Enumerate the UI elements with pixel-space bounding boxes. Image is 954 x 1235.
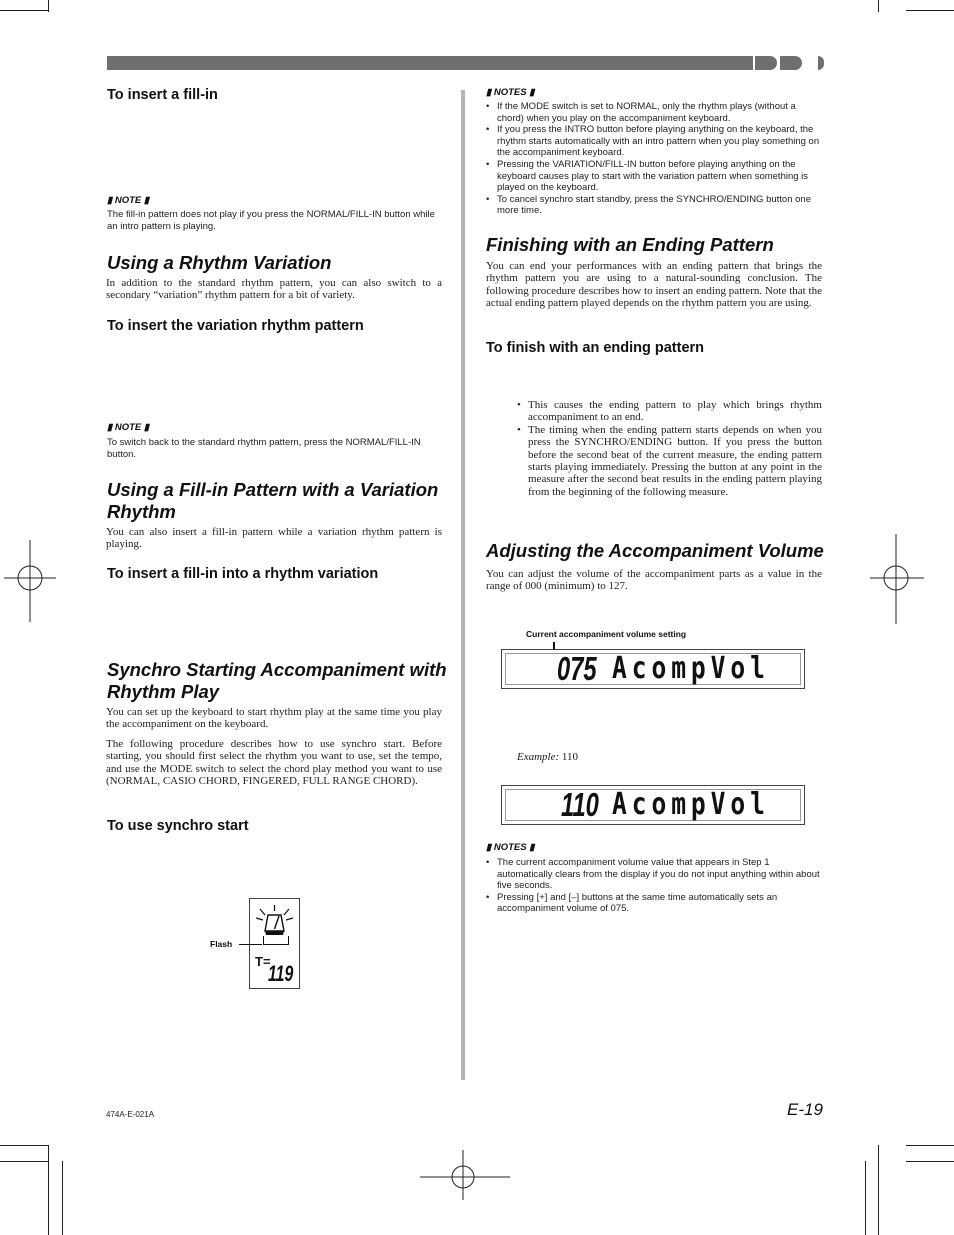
subheading-finish-ending: To finish with an ending pattern bbox=[486, 340, 705, 356]
section-body: You can adjust the volume of the accompaniment parts as a value in the range of 000 (minimum) to 127. bbox=[486, 568, 822, 593]
list-item: • If you press the INTRO button before playing anything on the keyboard, the rhythm starts automatically with an intro pattern when you play something on the accompaniment keyboard. bbox=[486, 124, 822, 159]
page-number: E-19 bbox=[787, 1100, 823, 1119]
registration-mark-right bbox=[868, 534, 928, 624]
notes-list bbox=[486, 101, 822, 217]
subheading-insert-fill-variation: To insert a fill-in into a rhythm variation bbox=[107, 566, 379, 582]
notes-label: ▮ NOTES ▮ bbox=[486, 842, 535, 853]
registration-mark-bottom bbox=[420, 1150, 510, 1200]
section-title-fill-variation: Using a Fill-in Pattern with a Variation Rhythm bbox=[107, 479, 439, 522]
tempo-value: 119 bbox=[268, 961, 294, 986]
list-item: • The timing when the ending pattern starts depends on when you press the SYNCHRO/ENDING button. If you press the button before the second beat of the current measure, the ending pattern starts playing immediately. Pressing the button at any point in the measure after the second beat results in the ending pattern playing from the beginning of the following measure. bbox=[517, 424, 822, 498]
example-value: 110 bbox=[561, 751, 578, 763]
lcd-display-current-volume bbox=[501, 649, 805, 689]
section-title-volume: Adjusting the Accompaniment Volume bbox=[486, 540, 824, 561]
note-text: To switch back to the standard rhythm pattern, press the NORMAL/FILL-IN button. bbox=[107, 437, 421, 460]
section-title-ending: Finishing with an Ending Pattern bbox=[486, 234, 774, 255]
subheading-insert-variation: To insert the variation rhythm pattern bbox=[107, 318, 364, 334]
notes-label-text: NOTES bbox=[493, 87, 527, 98]
volume-notes-list bbox=[486, 857, 822, 915]
section-body: You can end your performances with an ending pattern that brings the rhythm pattern you are using to a natural-sounding conclusion. The following procedure describes how to insert an ending pattern. Note that the actual ending pattern played depends on the rhythm pattern you are using. bbox=[486, 260, 822, 310]
list-item: • This causes the ending pattern to play which brings rhythm accompaniment to an end. bbox=[517, 399, 822, 424]
note-label-text: NOTE bbox=[114, 195, 142, 206]
lcd-volume-text: AcompVol bbox=[612, 787, 770, 822]
subheading-insert-fill-in: To insert a fill-in bbox=[107, 87, 218, 103]
example-line bbox=[517, 751, 578, 763]
subheading-use-synchro: To use synchro start bbox=[107, 818, 249, 834]
note-label: ▮ NOTE ▮ bbox=[107, 422, 150, 433]
list-item: • The current accompaniment volume value that appears in Step 1 automatically clears from the display if you do not input anything within about five seconds. bbox=[486, 857, 822, 892]
ending-bullet-list bbox=[517, 399, 822, 498]
list-item: • Pressing the VARIATION/FILL-IN button before playing anything on the keyboard causes play to start with the variation pattern when something is played on the keyboard. bbox=[486, 159, 822, 194]
note-label-text: NOTE bbox=[114, 422, 142, 433]
lcd-volume-value: 110 bbox=[561, 786, 599, 823]
header-tab bbox=[780, 56, 802, 70]
column-divider bbox=[461, 90, 465, 1080]
document-code: 474A-E-021A bbox=[106, 1110, 155, 1119]
section-title-synchro: Synchro Starting Accompaniment with Rhythm Play bbox=[107, 659, 447, 702]
note-label: ▮ NOTE ▮ bbox=[107, 195, 150, 206]
section-body: You can set up the keyboard to start rhythm play at the same time you play the accompaniment on the keyboard. bbox=[106, 706, 442, 731]
list-item: • To cancel synchro start standby, press the SYNCHRO/ENDING button one more time. bbox=[486, 194, 822, 217]
section-body: In addition to the standard rhythm pattern, you can also switch to a secondary “variation” rhythm pattern for a bit of variety. bbox=[106, 277, 442, 302]
notes-label-text: NOTES bbox=[493, 842, 527, 853]
notes-label: ▮ NOTES ▮ bbox=[486, 87, 535, 98]
lcd-volume-value: 075 bbox=[557, 650, 597, 687]
lcd-display-example-volume bbox=[501, 785, 805, 825]
header-bar bbox=[107, 56, 753, 70]
section-body: The following procedure describes how to use synchro start. Before starting, you should first select the rhythm you want to use, set the tempo, and use the MODE switch to select the chord play method you want to use (NORMAL, CASIO CHORD, FINGERED, FULL RANGE CHORD). bbox=[106, 738, 442, 788]
header-tab bbox=[818, 56, 824, 70]
flash-leader-line bbox=[239, 944, 262, 945]
lcd-volume-text: AcompVol bbox=[612, 651, 770, 686]
section-title-rhythm-variation: Using a Rhythm Variation bbox=[107, 252, 332, 273]
example-label: Example: bbox=[517, 751, 560, 763]
list-item: • Pressing [+] and [–] buttons at the same time automatically sets an accompaniment volume of 075. bbox=[486, 892, 822, 915]
note-text: The fill-in pattern does not play if you press the NORMAL/FILL-IN button while an intro pattern is playing. bbox=[107, 209, 435, 232]
list-item: • If the MODE switch is set to NORMAL, only the rhythm plays (without a chord) when you play on the accompaniment keyboard. bbox=[486, 101, 822, 124]
flash-caption: Flash bbox=[210, 939, 233, 949]
registration-mark-left bbox=[0, 540, 60, 622]
display-caption: Current accompaniment volume setting bbox=[526, 629, 687, 639]
tempo-label: T= bbox=[255, 954, 271, 969]
section-body: You can also insert a fill-in pattern while a variation rhythm pattern is playing. bbox=[106, 526, 442, 551]
header-tab bbox=[755, 56, 777, 70]
flash-indicator bbox=[263, 936, 289, 945]
